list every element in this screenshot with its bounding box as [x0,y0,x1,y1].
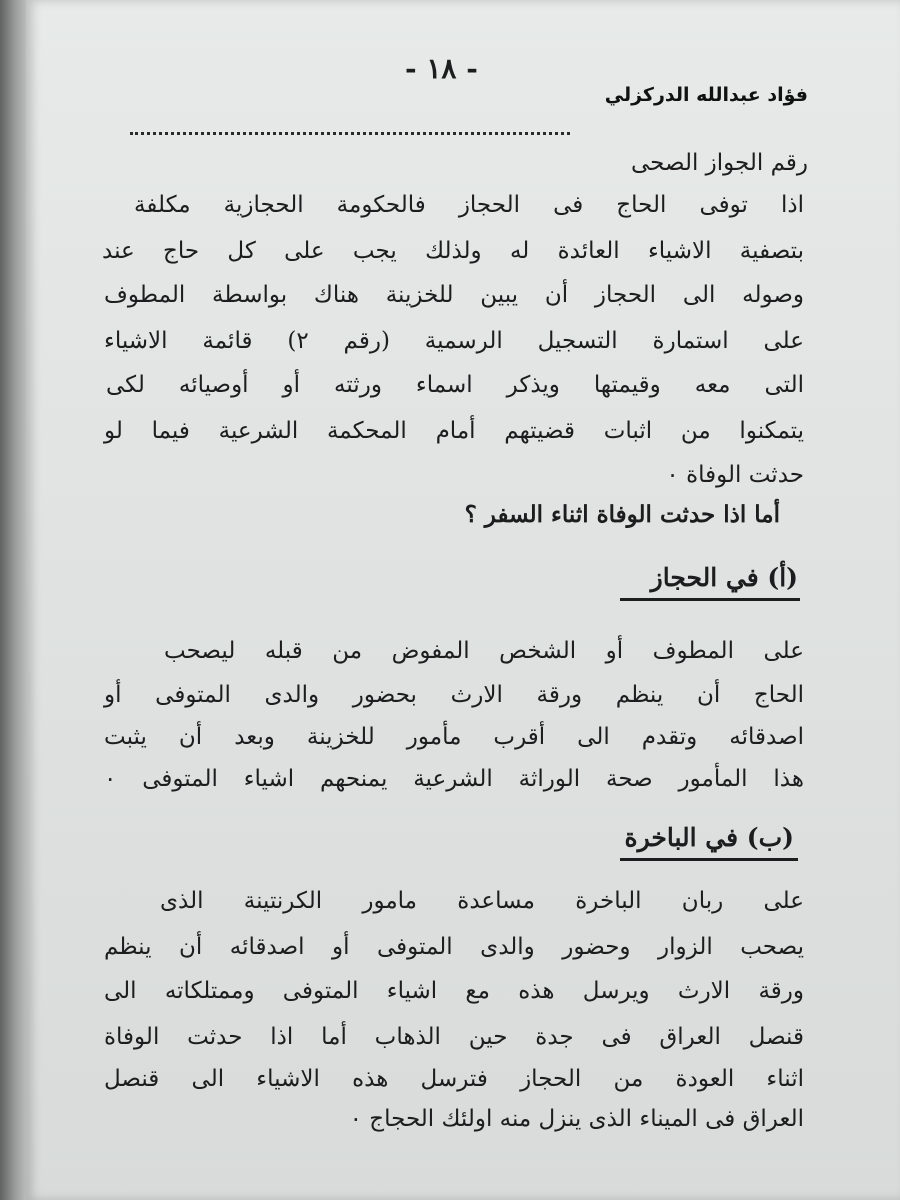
text-line: يصحب الزوار وحضور والدى المتوفى أو اصدقائه أن ينظم [104,934,804,960]
section-b-underline [620,858,798,861]
text-line: قنصل العراق فى جدة حين الذهاب أما اذا حدثت الوفاة [104,1024,804,1050]
text-line: على استمارة التسجيل الرسمية (رقم ٢) قائمة الاشياء [104,328,805,354]
section-a-underline [620,598,800,601]
text-line: على ربان الباخرة مساعدة مامور الكرنتينة الذى [160,888,804,914]
text-line: اصدقائه وتقدم الى أقرب مأمور للخزينة وبعد أن يثبت [104,724,804,750]
text-line: يتمكنوا من اثبات قضيتهم أمام المحكمة الشرعية فيما لو [104,418,804,444]
dotted-rule [130,132,570,135]
text-line: اذا توفى الحاج فى الحجاز فالحكومة الحجازية مكلفة [134,192,804,218]
text-line: الحاج أن ينظم ورقة الارث بحضور والدى المتوفى أو [104,682,804,708]
text-line: وصوله الى الحجاز أن يبين للخزينة هناك بواسطة المطوف [104,282,804,308]
author-stamp: فؤاد عبدالله الدركزلي [604,84,808,106]
text-line: العراق فى الميناء الذى ينزل منه اولئك الحجاج ٠ [349,1106,804,1132]
question-line: أما اذا حدثت الوفاة اثناء السفر ؟ [464,501,780,528]
text-line: اثناء العودة من الحجاز فترسل هذه الاشياء الى قنصل [104,1066,804,1092]
page-number: - ١٨ - [405,52,478,85]
text-line: بتصفية الاشياء العائدة له ولذلك يجب على كل حاج عند [102,238,804,264]
text-line: ورقة الارث ويرسل هذه مع اشياء المتوفى وممتلكاته الى [104,978,804,1004]
page-gutter [0,0,26,1200]
text-line: على المطوف أو الشخص المفوض من قبله ليصحب [164,638,804,664]
section-b-heading: (ب) في الباخرة [624,823,794,852]
section-a-heading: (أ) في الحجاز [650,563,798,592]
text-line: حدثت الوفاة ٠ [666,462,804,488]
form-field-label: رقم الجواز الصحى [630,150,808,176]
text-line: هذا المأمور صحة الوراثة الشرعية يمنحهم اشياء المتوفى ٠ [104,766,804,792]
text-line: التى معه وقيمتها ويذكر اسماء ورثته أو أوصيائه لكى [106,372,804,398]
